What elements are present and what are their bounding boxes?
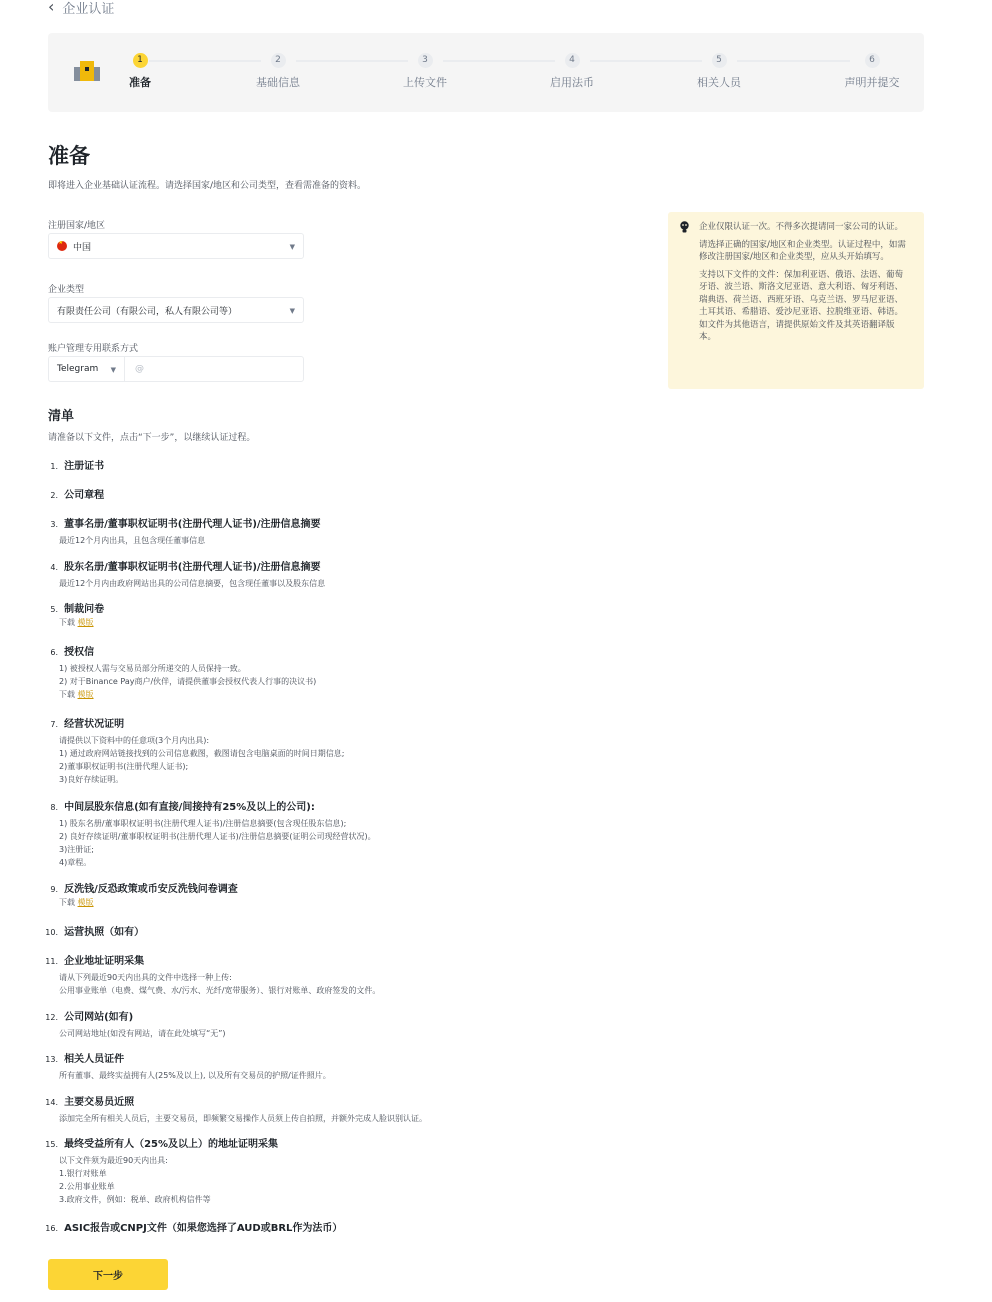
step-number: 3 [418, 53, 433, 68]
download-prefix: 下载 [59, 690, 78, 699]
item-title: ASIC报告或CNPJ文件（如果您选择了AUD或BRL作为法币） [64, 1223, 343, 1234]
contact-label: 账户管理专用联系方式 [48, 344, 139, 354]
checklist-item [40, 1090, 640, 1125]
caret-down-icon: ▼ [289, 243, 295, 251]
item-number: 12. [45, 1013, 58, 1022]
china-flag-icon [57, 241, 67, 251]
country-label: 注册国家/地区 [48, 221, 106, 231]
company-type-value: 有限责任公司（有限公司，私人有限公司等） [57, 306, 238, 317]
template-download-link[interactable]: 模版 [77, 898, 94, 907]
item-title: 运营执照（如有） [64, 927, 145, 938]
step-number: 4 [565, 53, 580, 68]
checklist-item [40, 1132, 640, 1206]
notice-text: 支持以下文件的文件：保加利亚语、俄语、法语、葡萄牙语、波兰语、斯洛文尼亚语、意大利语、匈牙利语、瑞典语、荷兰语、西班牙语、乌克兰语、罗马尼亚语、土耳其语、希腊语、爱沙尼亚语、拉脱维亚语、韩语。如文件为其他语言，请提供原始文件及其英语翻译版本。 [699, 269, 904, 342]
checklist-item [40, 1047, 640, 1082]
download-prefix: 下载 [59, 898, 78, 907]
steps-track [130, 53, 910, 93]
item-description: 添加完全所有相关人员后，主要交易员，即频繁交易操作人员须上传自拍照，并额外完成人脸识别认证。 [59, 1114, 427, 1123]
download-line [59, 617, 640, 628]
item-title: 主要交易员近照 [64, 1097, 135, 1108]
item-number: 7. [50, 720, 58, 729]
back-link[interactable] [48, 0, 114, 16]
item-description: 所有董事、最终实益拥有人(25%及以上), 以及所有交易员的护照/证件照片。 [59, 1071, 331, 1080]
item-description: 1) 被授权人需与交易员部分所递交的人员保持一致。 2) 对于Binance Pay商户/伙伴，请提供董事会授权代表人行事的决议书) [59, 664, 317, 686]
step-prepare [100, 53, 180, 90]
step-upload-files [385, 53, 465, 90]
item-number: 3. [50, 520, 58, 529]
item-description: 公司网站地址(如没有网站，请在此处填写“无”) [59, 1029, 226, 1038]
step-number: 1 [133, 53, 148, 68]
item-title: 授权信 [64, 647, 95, 658]
item-number: 4. [50, 563, 58, 572]
item-number: 9. [50, 885, 58, 894]
step-basic-info [238, 53, 318, 90]
item-title: 股东名册/董事职权证明书(注册代理人证书)/注册信息摘要 [64, 562, 321, 573]
checklist-item [40, 597, 640, 628]
item-title: 最终受益所有人（25%及以上）的地址证明采集 [64, 1139, 279, 1150]
next-step-button[interactable]: 下一步 [48, 1259, 168, 1290]
item-title: 公司章程 [64, 490, 105, 501]
download-prefix: 下载 [59, 618, 78, 627]
checklist-item [40, 1216, 640, 1235]
checklist-item [40, 483, 640, 502]
step-label: 准备 [129, 76, 151, 89]
item-number: 2. [50, 491, 58, 500]
item-description: 请提供以下资料中的任意项(3个月内出具): 1) 通过政府网站链接找到的公司信息截图，截图请包含电脑桌面的时间日期信息; 2)董事职权证明书(注册代理人证书); 3)良好存续证明。 [59, 736, 345, 784]
item-title: 经营状况证明 [64, 719, 125, 730]
contact-method-select[interactable] [49, 357, 125, 381]
item-title: 制裁问卷 [64, 604, 105, 615]
item-title: 中间层股东信息(如有直接/间接持有25%及以上的公司): [64, 802, 315, 813]
item-description: 最近12个月内由政府网站出具的公司信息摘要，包含现任董事以及股东信息 [59, 579, 326, 588]
step-number: 5 [712, 53, 727, 68]
checklist-item [40, 512, 640, 547]
item-title: 董事名册/董事职权证明书(注册代理人证书)/注册信息摘要 [64, 519, 321, 530]
company-type-select[interactable] [48, 297, 304, 323]
item-description: 请从下列最近90天内出具的文件中选择一种上传: 公用事业账单（电费、煤气费、水/污水、光纤/宽带服务）、银行对账单、政府签发的文件。 [59, 973, 381, 995]
template-download-link[interactable]: 模版 [77, 690, 94, 699]
item-description: 以下文件须为最近90天内出具: 1.银行对账单 2.公用事业账单 3.政府文件，例如：税单、政府机构信件等 [59, 1156, 211, 1204]
item-number: 15. [45, 1140, 58, 1149]
item-title: 企业地址证明采集 [64, 956, 145, 967]
item-number: 6. [50, 648, 58, 657]
lightbulb-icon [679, 221, 690, 233]
item-description: 1) 股东名册/董事职权证明书(注册代理人证书)/注册信息摘要(包含现任股东信息); 2) 良好存续证明/董事职权证明书(注册代理人证书)/注册信息摘要(证明公司现经营状况)。 3)注册证; 4)章程。 [59, 819, 376, 867]
step-enable-fiat [532, 53, 612, 90]
checklist-intro: 请准备以下文件，点击“下一步”，以继续认证过程。 [48, 433, 256, 443]
progress-stepper [48, 33, 924, 112]
page-title: 企业认证 [62, 1, 115, 17]
checklist-item [40, 712, 640, 786]
item-number: 13. [45, 1055, 58, 1064]
download-line [59, 897, 640, 908]
item-number: 8. [50, 803, 58, 812]
caret-down-icon: ▼ [110, 366, 116, 374]
checklist-item [40, 454, 640, 473]
item-number: 14. [45, 1098, 58, 1107]
checklist-item [40, 555, 640, 590]
caret-down-icon: ▼ [289, 307, 295, 315]
notice-text: 企业仅限认证一次。不得多次提请同一家公司的认证。 [699, 222, 904, 232]
step-number: 6 [865, 53, 880, 68]
company-type-label: 企业类型 [48, 285, 85, 295]
item-title: 公司网站(如有) [64, 1012, 134, 1023]
country-select[interactable] [48, 233, 304, 259]
step-label: 上传文件 [403, 76, 447, 89]
item-number: 11. [45, 957, 58, 966]
checklist-title: 清单 [48, 409, 75, 424]
section-intro: 即将进入企业基础认证流程。请选择国家/地区和公司类型，查看需准备的资料。 [48, 181, 367, 191]
item-title: 反洗钱/反恐政策或币安反洗钱问卷调查 [64, 884, 238, 895]
notice-text: 请选择正确的国家/地区和企业类型。认证过程中，如需修改注册国家/地区和企业类型，应从头开始填写。 [699, 239, 906, 262]
chevron-left-icon: ‹ [48, 0, 55, 16]
step-related-persons [679, 53, 759, 90]
section-title: 准备 [48, 144, 90, 168]
item-number: 10. [45, 928, 58, 937]
step-label: 相关人员 [697, 76, 741, 89]
step-label: 基础信息 [256, 76, 300, 89]
notice-box [668, 212, 924, 389]
country-value: 中国 [73, 242, 92, 253]
item-title: 注册证书 [64, 461, 105, 472]
item-number: 16. [45, 1224, 58, 1233]
checklist-item [40, 949, 640, 997]
enterprise-building-icon [72, 57, 102, 87]
checklist-item [40, 795, 640, 869]
contact-field [48, 356, 304, 382]
step-label: 声明并提交 [844, 76, 900, 89]
step-label: 启用法币 [550, 76, 594, 89]
download-line [59, 689, 640, 700]
contact-handle-input[interactable] [125, 357, 303, 381]
item-number: 5. [50, 605, 58, 614]
item-description: 最近12个月内出具，且包含现任董事信息 [59, 536, 206, 545]
checklist-item [40, 877, 640, 908]
checklist-item [40, 920, 640, 939]
contact-method-value: Telegram [57, 364, 99, 374]
item-number: 1. [50, 462, 58, 471]
step-declare-submit [832, 53, 912, 90]
checklist-item [40, 640, 640, 700]
step-number: 2 [271, 53, 286, 68]
template-download-link[interactable]: 模版 [77, 618, 94, 627]
checklist-item [40, 1005, 640, 1040]
item-title: 相关人员证件 [64, 1054, 125, 1065]
